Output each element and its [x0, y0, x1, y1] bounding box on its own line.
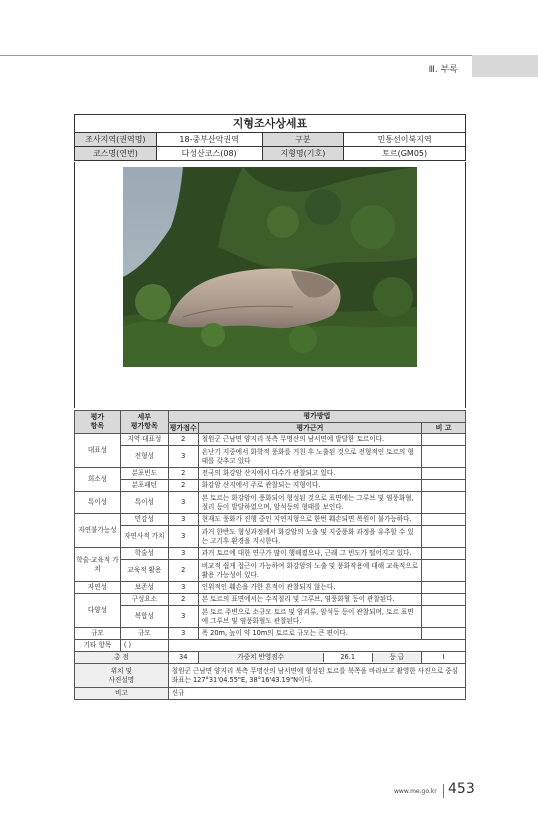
- basis-cell: 온난기 지중에서 화학적 풍화를 거친 후 노출된 것으로 전형적인 토르의 형태를 갖추고 있다: [198, 446, 421, 468]
- table-row: [75, 526, 466, 548]
- score-cell: 3: [168, 446, 198, 468]
- note-cell: [422, 492, 466, 514]
- score-cell: 2: [168, 434, 198, 446]
- item-cell: 자연불가능성: [75, 514, 121, 548]
- score-cell: 2: [168, 560, 198, 582]
- header-method: 평가방법: [168, 411, 465, 423]
- detail-cell: 자연사적 가치: [120, 526, 168, 548]
- score-cell: 3: [168, 606, 198, 628]
- table-row: [75, 594, 466, 606]
- basis-cell: 과거 한반도 형성과정에서 화강암의 노출 및 지중풍화 과정을 유추할 수 있는 고기후 환경을 지시한다.: [198, 526, 421, 548]
- score-cell: 2: [168, 594, 198, 606]
- table-row: [75, 628, 466, 640]
- score-cell: 2: [168, 480, 198, 492]
- score-cell: 2: [168, 468, 198, 480]
- grade-value: I: [422, 652, 466, 664]
- detail-cell: 분포빈도: [120, 468, 168, 480]
- score-cell: 3: [168, 628, 198, 640]
- header-basis: 평가근거: [198, 423, 421, 434]
- photo-frame: [74, 162, 466, 408]
- grade-label: 등 급: [372, 653, 421, 661]
- header-rule: [0, 55, 538, 56]
- course-label: 코스명(연번): [75, 147, 157, 161]
- note-cell: [422, 434, 466, 446]
- table-row: [75, 446, 466, 468]
- total-label: 총 점: [75, 652, 169, 664]
- note-cell: [422, 514, 466, 526]
- header-tab-block: [472, 55, 538, 77]
- location-row: [75, 664, 466, 688]
- note-cell: [422, 594, 466, 606]
- total-detail-cell: [198, 652, 421, 664]
- table-row: [75, 548, 466, 560]
- note-cell: [422, 582, 466, 594]
- detail-cell: 보존성: [120, 582, 168, 594]
- score-cell: 3: [168, 582, 198, 594]
- footer-separator: [443, 784, 444, 798]
- weighted-label: 가중치 반영점수: [199, 653, 324, 661]
- basis-cell: 현재도 풍화가 진행 중인 지연지형으로 한번 훼손되면 복원이 불가능하다.: [198, 514, 421, 526]
- table-row: [75, 468, 466, 480]
- other-row: [75, 640, 466, 652]
- score-cell: 3: [168, 492, 198, 514]
- basis-cell: 화강암 산지에서 주로 관찰되는 지형이다.: [198, 480, 421, 492]
- detail-cell: 분포패턴: [120, 480, 168, 492]
- footer-url: www.me.go.kr: [394, 788, 437, 795]
- info-table: [74, 132, 466, 161]
- score-cell: 3: [168, 526, 198, 548]
- basis-cell: 비교적 쉽게 접근이 가능하여 화강암의 노출 및 풍화작용에 대해 교육적으로 활용 가능성이 있다.: [198, 560, 421, 582]
- item-cell: 학술·교육적 가치: [75, 548, 121, 582]
- note-cell: [422, 606, 466, 628]
- header-item: 평가 항목: [75, 411, 121, 434]
- section-label: Ⅲ. 부록: [428, 65, 458, 75]
- detail-cell: 학술성: [120, 548, 168, 560]
- division-label: 구분: [262, 133, 344, 147]
- detail-cell: 특이성: [120, 492, 168, 514]
- note-cell: [422, 468, 466, 480]
- weighted-value: 26.1: [323, 653, 372, 661]
- note-cell: [422, 560, 466, 582]
- detail-cell: 전형성: [120, 446, 168, 468]
- remark-value: 신규: [168, 688, 465, 700]
- basis-cell: 본 토르는 화강암이 풍화되어 형성된 것으로 표면에는 그루브 및 염풍화혈, 절리 등이 발달하였으며, 암석등의 형태를 보인다.: [198, 492, 421, 514]
- basis-cell: 철원군 근남면 양지리 북측 무명산의 남서면에 발달한 토르이다.: [198, 434, 421, 446]
- item-cell: 자연성: [75, 582, 121, 594]
- basis-cell: 과거 토르에 대한 연구가 많이 행해졌으나, 근래 그 빈도가 떨어지고 있다.: [198, 548, 421, 560]
- course-value: 다성산코스(08): [156, 147, 262, 161]
- note-cell: [422, 628, 466, 640]
- location-label: 위치 및 사진설명: [75, 664, 169, 688]
- item-cell: 다양성: [75, 594, 121, 628]
- score-cell: 3: [168, 514, 198, 526]
- survey-area-label: 조사지역(권역명): [75, 133, 157, 147]
- score-cell: 3: [168, 548, 198, 560]
- item-cell: 대표성: [75, 434, 121, 468]
- note-cell: [422, 526, 466, 548]
- division-value: 민통선이북지역: [344, 133, 466, 147]
- table-row: [75, 560, 466, 582]
- evaluation-table: [74, 410, 466, 700]
- basis-cell: 본 토르의 표면에서는 수직절리 및 그루브, 염풍화혈 등이 관찰된다.: [198, 594, 421, 606]
- basis-cell: 전국의 화강암 산지에서 다수가 관찰되고 있다.: [198, 468, 421, 480]
- remark-row: [75, 688, 466, 700]
- header-note: 비 고: [422, 423, 466, 434]
- table-row: [75, 492, 466, 514]
- table-row: [75, 480, 466, 492]
- tor-photo: [123, 167, 417, 367]
- item-cell: 규모: [75, 628, 121, 640]
- total-row: [75, 652, 466, 664]
- basis-cell: 폭 20m, 높이 약 10m의 토르로 규모는 큰 편이다.: [198, 628, 421, 640]
- landform-label: 지형명(기호): [262, 147, 344, 161]
- note-cell: [422, 480, 466, 492]
- other-item-value: ( ): [120, 640, 168, 652]
- table-row: [75, 434, 466, 446]
- detail-cell: 지역 대표성: [120, 434, 168, 446]
- table-row: [75, 606, 466, 628]
- other-item-label: 기타 항목: [75, 640, 121, 652]
- detail-cell: 복합성: [120, 606, 168, 628]
- document-title: 지형조사상세표: [74, 114, 466, 132]
- detail-cell: 교육적 활용: [120, 560, 168, 582]
- header-detail: 세부 평가항목: [120, 411, 168, 434]
- remark-label: 비고: [75, 688, 169, 700]
- basis-cell: 인위적인 훼손을 가한 흔적이 관찰되지 않는다.: [198, 582, 421, 594]
- detail-cell: 민감성: [120, 514, 168, 526]
- table-row: [75, 582, 466, 594]
- basis-cell: 본 토르 주변으로 소규모 토르 및 암괴류, 암석등 등이 관찰되며, 토르 표면에 그루브 및 염풍화혈도 관찰된다.: [198, 606, 421, 628]
- other-item-blank: [168, 640, 465, 652]
- detail-cell: 규모: [120, 628, 168, 640]
- item-cell: 특이성: [75, 492, 121, 514]
- item-cell: 희소성: [75, 468, 121, 492]
- survey-area-value: 18-중부산악권역: [156, 133, 262, 147]
- note-cell: [422, 548, 466, 560]
- table-row: [75, 514, 466, 526]
- note-cell: [422, 446, 466, 468]
- detail-cell: 구성요소: [120, 594, 168, 606]
- page-number: 453: [448, 781, 475, 797]
- landform-value: 토르(GM05): [344, 147, 466, 161]
- total-value: 34: [168, 652, 198, 664]
- header-score: 평가점수: [169, 423, 197, 432]
- location-value: 철원군 근남면 양지리 북측 무명산의 남서면에 형성된 토르를 북쪽을 바라보고 촬영한 사진으로 중심좌표는 127°31'04.55"E, 38°16'43.19"N이다.: [168, 664, 465, 688]
